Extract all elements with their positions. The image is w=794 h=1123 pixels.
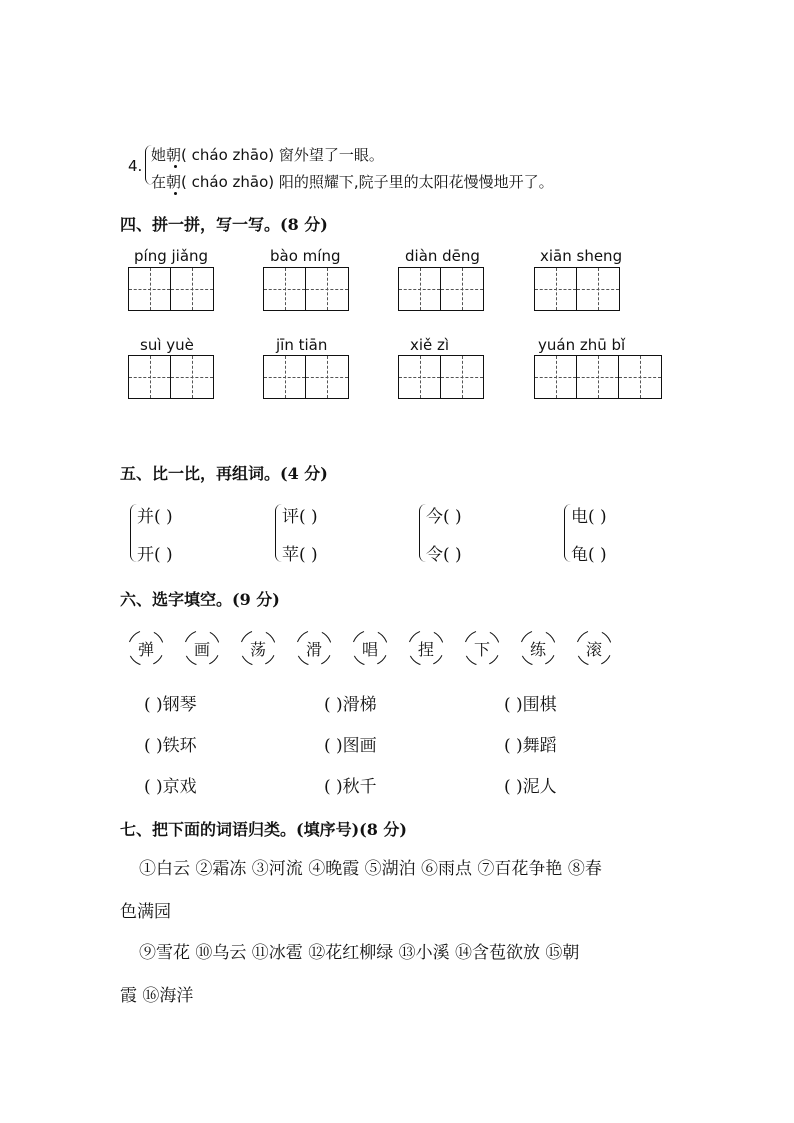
petal-shape [346, 642, 360, 656]
petal-shape [252, 660, 266, 674]
petal-shape [550, 642, 564, 656]
fill-blank[interactable]: ( )京戏 [144, 777, 197, 797]
section-title-6: 六、选字填空。(9 分) [120, 590, 280, 609]
fill-blank[interactable]: ( )围棋 [504, 695, 557, 715]
section-title-5: 五、比一比，再组词。(4 分) [120, 464, 328, 483]
word-list-line: 色满园 [120, 902, 171, 922]
writing-grid[interactable] [128, 267, 214, 311]
pinyin-label: xiě zì [410, 336, 450, 354]
character-option-label: 滚 [586, 637, 602, 660]
character-option[interactable] [296, 630, 332, 666]
pinyin-label: xiān sheng [540, 247, 623, 265]
petal-shape [532, 660, 546, 674]
character-option-label: 下 [474, 637, 490, 660]
word-list-line: ①白云 ②霜冻 ③河流 ④晚霞 ⑤湖泊 ⑥雨点 ⑦百花争艳 ⑧春 [139, 859, 602, 879]
character-option-label: 画 [194, 637, 210, 660]
sentence-2: 在朝( cháo zhāo) 阳的照耀下,院子里的太阳花慢慢地开了。 [151, 173, 554, 191]
writing-grid[interactable] [398, 267, 484, 311]
writing-grid[interactable] [263, 355, 349, 399]
writing-grid[interactable] [534, 267, 620, 311]
petal-shape [514, 642, 528, 656]
petal-shape [364, 660, 378, 674]
petal-shape [382, 642, 396, 656]
section-title-7: 七、把下面的词语归类。(填序号)(8 分) [120, 820, 407, 839]
fill-blank[interactable]: ( )钢琴 [144, 695, 197, 715]
pinyin-label: diàn dēng [405, 247, 480, 265]
emphasis-dot [174, 165, 177, 168]
character-option-label: 荡 [250, 637, 266, 660]
compare-bottom[interactable]: 龟( ) [571, 545, 607, 565]
pinyin-label: píng jiǎng [134, 247, 209, 265]
character-option-label: 唱 [362, 637, 378, 660]
fill-blank[interactable]: ( )秋千 [324, 777, 377, 797]
character-option-label: 弹 [138, 637, 154, 660]
petal-shape [234, 642, 248, 656]
sentence-1: 她朝( cháo zhāo) 窗外望了一眼。 [151, 146, 384, 164]
fill-blank[interactable]: ( )泥人 [504, 777, 557, 797]
compare-bottom[interactable]: 开( ) [137, 545, 173, 565]
petal-shape [570, 642, 584, 656]
character-option[interactable] [464, 630, 500, 666]
emphasis-dot [174, 192, 177, 195]
petal-shape [438, 642, 452, 656]
compare-top[interactable]: 评( ) [282, 507, 318, 527]
character-option[interactable] [240, 630, 276, 666]
writing-grid[interactable] [128, 355, 214, 399]
pinyin-label: jīn tiān [276, 336, 328, 354]
petal-shape [476, 660, 490, 674]
petal-shape [458, 642, 472, 656]
petal-shape [122, 642, 136, 656]
petal-shape [494, 642, 508, 656]
brace [564, 504, 571, 562]
petal-shape [140, 660, 154, 674]
word-list-line: 霞 ⑯海洋 [120, 986, 194, 1006]
compare-bottom[interactable]: 令( ) [426, 545, 462, 565]
compare-top[interactable]: 并( ) [137, 507, 173, 527]
petal-shape [196, 660, 210, 674]
petal-shape [158, 642, 172, 656]
character-option[interactable] [520, 630, 556, 666]
brace [130, 504, 137, 562]
writing-grid[interactable] [534, 355, 662, 399]
word-list-line: ⑨雪花 ⑩乌云 ⑪冰雹 ⑫花红柳绿 ⑬小溪 ⑭含苞欲放 ⑮朝 [139, 943, 580, 963]
petal-shape [178, 642, 192, 656]
section-title-4: 四、拼一拼，写一写。(8 分) [120, 215, 328, 234]
petal-shape [606, 642, 620, 656]
compare-top[interactable]: 电( ) [571, 507, 607, 527]
petal-shape [308, 660, 322, 674]
question-number: 4. [128, 157, 143, 175]
fill-blank[interactable]: ( )舞蹈 [504, 736, 557, 756]
pinyin-label: suì yuè [140, 336, 194, 354]
pinyin-label: bào míng [270, 247, 341, 265]
petal-shape [290, 642, 304, 656]
character-option[interactable] [576, 630, 612, 666]
brace [419, 504, 426, 562]
character-option[interactable] [352, 630, 388, 666]
character-option[interactable] [408, 630, 444, 666]
petal-shape [326, 642, 340, 656]
fill-blank[interactable]: ( )图画 [324, 736, 377, 756]
brace [275, 504, 282, 562]
petal-shape [214, 642, 228, 656]
petal-shape [402, 642, 416, 656]
character-option-label: 滑 [306, 637, 322, 660]
petal-shape [420, 660, 434, 674]
character-option-label: 练 [530, 637, 546, 660]
character-option-label: 捏 [418, 637, 434, 660]
petal-shape [270, 642, 284, 656]
pinyin-label: yuán zhū bǐ [538, 336, 626, 354]
petal-shape [588, 660, 602, 674]
character-option[interactable] [184, 630, 220, 666]
compare-bottom[interactable]: 苹( ) [282, 545, 318, 565]
fill-blank[interactable]: ( )滑梯 [324, 695, 377, 715]
character-option[interactable] [128, 630, 164, 666]
writing-grid[interactable] [263, 267, 349, 311]
writing-grid[interactable] [398, 355, 484, 399]
compare-top[interactable]: 今( ) [426, 507, 462, 527]
fill-blank[interactable]: ( )铁环 [144, 736, 197, 756]
